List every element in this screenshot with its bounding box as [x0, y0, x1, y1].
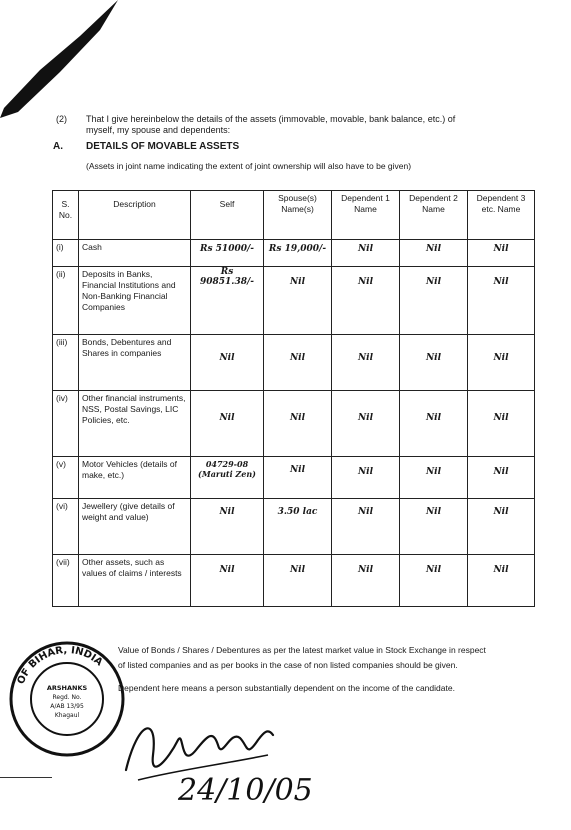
row-description: Bonds, Debentures and Shares in companies — [79, 335, 191, 391]
row-dep2-value: Nil — [400, 240, 468, 267]
row-dep1-value: Nil — [332, 391, 400, 457]
table-row — [53, 499, 535, 555]
table-row — [53, 240, 535, 267]
row-description: Other financial instruments, NSS, Postal Savings, LIC Policies, etc. — [79, 391, 191, 457]
section-title: DETAILS OF MOVABLE ASSETS — [86, 141, 240, 152]
section-note: (Assets in joint name indicating the extent of joint ownership will also have to be given) — [86, 161, 412, 171]
table-row — [53, 457, 535, 499]
row-dep3-value: Nil — [468, 391, 535, 457]
header-description: Description — [79, 191, 191, 240]
stamp-center-line-1: ARSHANKS — [46, 684, 88, 692]
row-self-value: Nil — [191, 555, 264, 607]
footnote-line-2: of listed companies and as per books in the case of non listed companies should be given. — [118, 660, 458, 670]
stamp-center-line-2: Regd. No. — [52, 694, 82, 701]
row-spouse-value: Rs 19,000/- — [264, 240, 332, 267]
table-row — [53, 555, 535, 607]
row-self-value: Nil — [191, 335, 264, 391]
stamp-center-line-3: A/AB 13/95 — [50, 703, 84, 710]
row-dep2-value: Nil — [400, 335, 468, 391]
header-sno: S. No. — [53, 191, 79, 240]
row-dep3-value: Nil — [468, 555, 535, 607]
intro-number: (2) — [56, 114, 67, 124]
row-self-value: Rs 51000/- — [191, 240, 264, 267]
row-sno: (iii) — [53, 335, 79, 391]
row-sno: (vii) — [53, 555, 79, 607]
row-sno: (i) — [53, 240, 79, 267]
row-dep3-value: Nil — [468, 457, 535, 499]
notary-stamp — [8, 640, 126, 758]
signature-date: 24/10/05 — [178, 773, 313, 808]
row-description: Other assets, such as values of claims / interests — [79, 555, 191, 607]
row-dep1-value: Nil — [332, 267, 400, 335]
row-description: Deposits in Banks, Financial Institutions and Non-Banking Financial Companies — [79, 267, 191, 335]
row-spouse-value: Nil — [264, 267, 332, 335]
row-self-value: Nil — [191, 499, 264, 555]
row-dep3-value: Nil — [468, 335, 535, 391]
stamp-center-line-4: Khagaul — [54, 712, 80, 719]
row-self-value: Nil — [191, 391, 264, 457]
row-sno: (iv) — [53, 391, 79, 457]
row-dep2-value: Nil — [400, 555, 468, 607]
row-self-value: Rs 90851.38/- — [191, 267, 264, 335]
table-row — [53, 335, 535, 391]
row-description: Cash — [79, 240, 191, 267]
row-spouse-value: Nil — [264, 335, 332, 391]
row-dep1-value: Nil — [332, 457, 400, 499]
row-spouse-value: 3.50 lac — [264, 499, 332, 555]
section-letter: A. — [53, 141, 63, 152]
intro-line-2: myself, my spouse and dependents: — [86, 125, 231, 135]
header-dependent-1: Dependent 1 Name — [332, 191, 400, 240]
intro-line-1: That I give hereinbelow the details of the assets (immovable, movable, bank balance, etc.) of — [86, 114, 456, 124]
row-description: Jewellery (give details of weight and value) — [79, 499, 191, 555]
row-dep2-value: Nil — [400, 391, 468, 457]
row-spouse-value: Nil — [264, 555, 332, 607]
row-dep2-value: Nil — [400, 267, 468, 335]
footnote-line-1: Value of Bonds / Shares / Debentures as per the latest market value in Stock Exchange in respect — [118, 645, 486, 655]
footnote-line-3: Dependent here means a person substantially dependent on the income of the candidate. — [118, 683, 455, 693]
row-dep3-value: Nil — [468, 267, 535, 335]
table-header-row — [53, 191, 535, 240]
row-sno: (vi) — [53, 499, 79, 555]
row-spouse-value: Nil — [264, 457, 332, 499]
row-sno: (v) — [53, 457, 79, 499]
row-self-value: 04729-08 (Maruti Zen) — [191, 457, 264, 499]
row-dep2-value: Nil — [400, 499, 468, 555]
row-dep1-value: Nil — [332, 240, 400, 267]
row-dep1-value: Nil — [332, 499, 400, 555]
margin-line — [0, 777, 52, 778]
table-row — [53, 391, 535, 457]
row-dep3-value: Nil — [468, 240, 535, 267]
handwritten-signature — [118, 700, 348, 810]
row-description: Motor Vehicles (details of make, etc.) — [79, 457, 191, 499]
header-dependent-2: Dependent 2 Name — [400, 191, 468, 240]
movable-assets-table — [52, 190, 535, 607]
row-dep1-value: Nil — [332, 335, 400, 391]
row-dep1-value: Nil — [332, 555, 400, 607]
row-sno: (ii) — [53, 267, 79, 335]
row-dep3-value: Nil — [468, 499, 535, 555]
row-dep2-value: Nil — [400, 457, 468, 499]
header-dependent-3: Dependent 3 etc. Name — [468, 191, 535, 240]
table-row — [53, 267, 535, 335]
svg-text:OF BIHAR, INDIA — [16, 645, 105, 686]
corner-fold-mark — [0, 0, 120, 120]
stamp-ring-text: OF BIHAR, INDIA — [15, 644, 105, 686]
header-self: Self — [191, 191, 264, 240]
header-spouse: Spouse(s) Name(s) — [264, 191, 332, 240]
row-spouse-value: Nil — [264, 391, 332, 457]
